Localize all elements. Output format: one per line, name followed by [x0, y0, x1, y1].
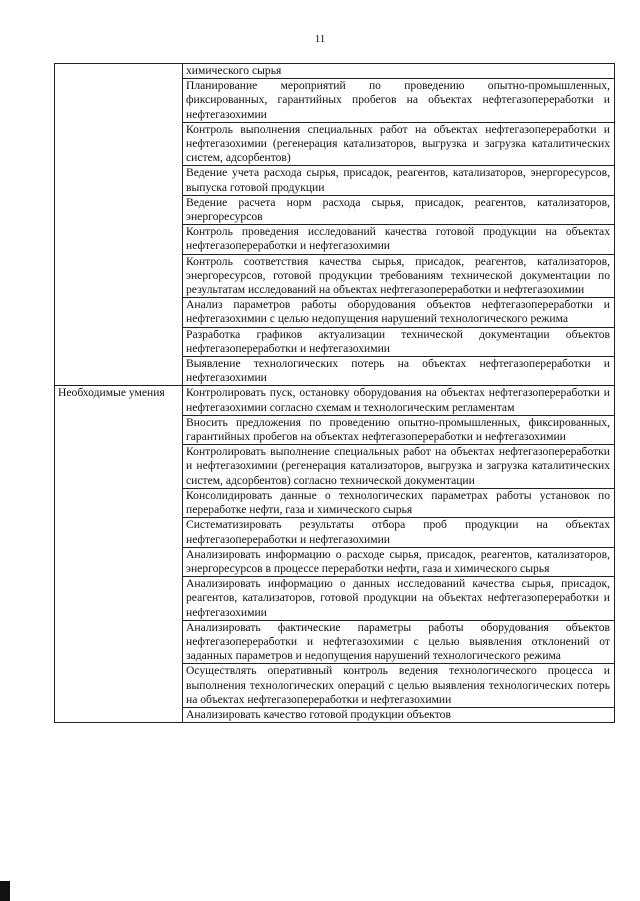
item-text: Ведение расчета норм расхода сырья, присадок, реагентов, катализаторов, энергоресурсов — [186, 195, 610, 224]
item-text: Консолидировать данные о технологических параметрах работы установок по переработке нефти, газа и химического сырья — [186, 488, 610, 517]
item-cell — [183, 620, 615, 664]
item-text: химического сырья — [186, 64, 282, 77]
item-cell — [183, 195, 615, 224]
item-text: Систематизировать результаты отбора проб продукции на объектах нефтегазопереработки и нефтегазохимии — [186, 518, 610, 546]
item-cell — [183, 225, 615, 254]
item-cell — [183, 357, 615, 386]
item-text: Осуществлять оперативный контроль ведения технологического процесса и выполнения технологических операций с целью выявления технологических потерь на объектах нефтегазопереработки и нефтегазохимии — [186, 664, 610, 706]
item-text: Вносить предложения по проведению опытно-промышленных, фиксированных, гарантийных пробегов на объектах нефтегазопереработки и нефтегазохимии — [186, 415, 610, 444]
item-text: Разработка графиков актуализации технической документации объектов нефтегазопереработки и нефтегазохимии — [186, 327, 610, 355]
item-cell — [183, 64, 615, 79]
item-text: Анализировать информацию о данных исследований качества сырья, присадок, реагентов, катализаторов, готовой продукции на объектах нефтегазопереработки и нефтегазохимии — [186, 577, 610, 619]
item-cell — [183, 79, 615, 123]
item-text: Контролировать выполнение специальных работ на объектах нефтегазопереработки и нефтегазохимии (регенерация катализаторов, выгрузка и загрузка каталитических систем, адсорбентов) согласно технической документации — [186, 445, 610, 487]
item-text: Контроль проведения исследований качества готовой продукции на объектах нефтегазопереработки и нефтегазохимии — [186, 225, 610, 253]
item-cell — [183, 254, 615, 298]
table-row — [55, 64, 615, 79]
item-cell — [183, 707, 615, 722]
item-text: Планирование мероприятий по проведению опытно-промышленных, фиксированных, гарантийных пробегов на объектах нефтегазопереработки и нефтегазохимии — [186, 79, 610, 121]
item-text: Контроль соответствия качества сырья, присадок, реагентов, катализаторов, энергоресурсов, готовой продукции требованиям технической документации по результатам исследований на объектах нефтегазопереработки и нефтегазохимии — [186, 254, 610, 297]
item-cell — [183, 415, 615, 444]
table-row — [55, 386, 615, 415]
item-text: Контроль выполнения специальных работ на объектах нефтегазопереработки и нефтегазохимии (регенерация катализаторов, выгрузка и загрузка каталитических систем, адсорбентов) — [186, 122, 610, 165]
item-cell — [183, 488, 615, 517]
item-text: Анализ параметров работы оборудования объектов нефтегазопереработки и нефтегазохимии с целью недопущения нарушений технологического режима — [186, 298, 610, 326]
item-cell — [183, 166, 615, 195]
item-cell — [183, 386, 615, 415]
section-label — [55, 64, 183, 386]
item-cell — [183, 518, 615, 547]
item-cell — [183, 577, 615, 621]
scan-artifact — [0, 881, 10, 901]
item-text: Анализировать информацию о расходе сырья, присадок, реагентов, катализаторов, энергоресурсов в процессе переработки нефти, газа и химического сырья — [186, 547, 610, 575]
item-text: Анализировать качество готовой продукции объектов — [186, 707, 451, 721]
item-cell — [183, 298, 615, 327]
item-text: Контролировать пуск, остановку оборудования на объектах нефтегазопереработки и нефтегазохимии согласно схемам и технологическим регламентам — [186, 386, 610, 414]
item-text: Ведение учета расхода сырья, присадок, реагентов, катализаторов, энергоресурсов, выпуска готовой продукции — [186, 166, 610, 194]
item-cell — [183, 445, 615, 489]
item-cell — [183, 547, 615, 576]
page-number: 11 — [314, 33, 326, 45]
item-cell — [183, 664, 615, 708]
item-cell — [183, 327, 615, 356]
requirements-table — [54, 63, 615, 723]
item-cell — [183, 122, 615, 166]
item-text: Выявление технологических потерь на объектах нефтегазопереработки и нефтегазохимии — [186, 357, 610, 385]
item-text: Анализировать фактические параметры работы оборудования объектов нефтегазопереработки и нефтегазохимии с целью выявления отклонений от заданных параметров и недопущения нарушений технологического режима — [186, 620, 610, 663]
section-label: Необходимые умения — [55, 386, 183, 723]
